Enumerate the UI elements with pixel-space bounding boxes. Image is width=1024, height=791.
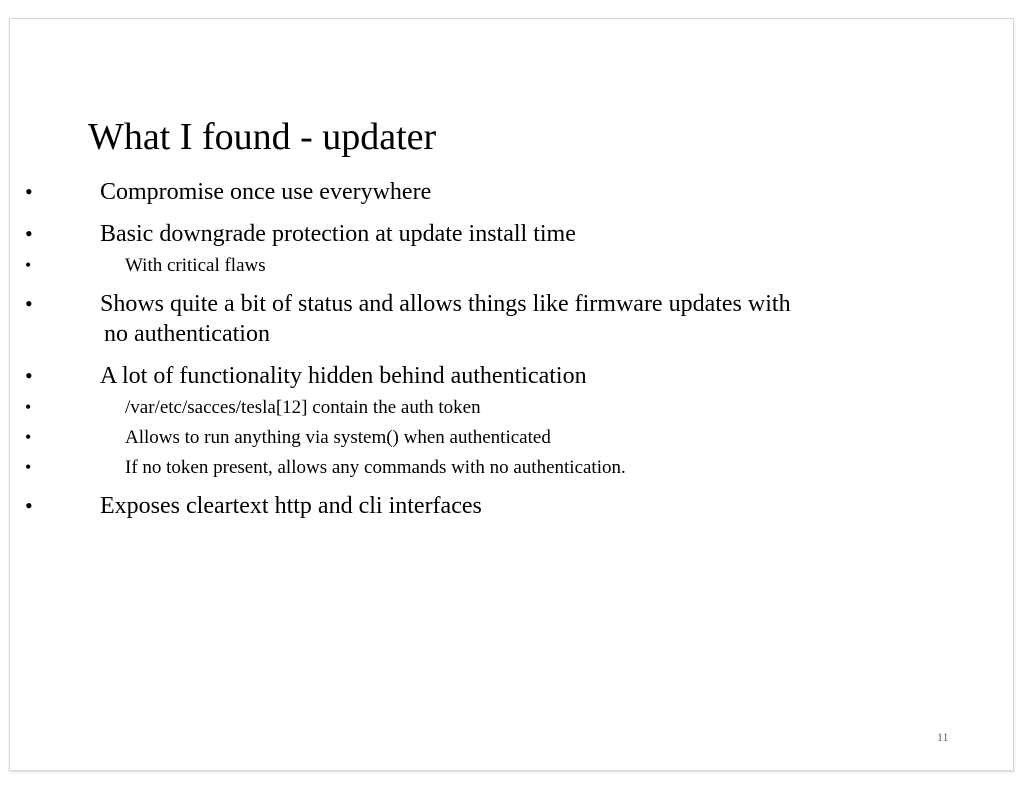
slide-title: What I found - updater <box>88 116 437 158</box>
bullet-dot: • <box>25 457 32 477</box>
bullet-text-continuation: no authentication <box>104 321 270 347</box>
bullet-text: /var/etc/sacces/tesla[12] contain the auth token <box>125 397 481 418</box>
bullet-text: Exposes cleartext http and cli interfaces <box>100 493 482 519</box>
bullet-dot: • <box>25 493 33 518</box>
bullet-dot: • <box>25 363 33 388</box>
bullet-text: A lot of functionality hidden behind authentication <box>100 363 587 389</box>
bullet-dot: • <box>25 221 33 246</box>
bullet-text: Allows to run anything via system() when authenticated <box>125 427 551 448</box>
page-number: 11 <box>937 730 949 744</box>
bullet-text: Compromise once use everywhere <box>100 179 432 205</box>
bullet-text: Basic downgrade protection at update install time <box>100 221 576 247</box>
bullet-dot: • <box>25 255 32 275</box>
bullet-dot: • <box>25 427 32 447</box>
bullet-text: If no token present, allows any commands with no authentication. <box>125 457 626 478</box>
bullet-text <box>100 289 950 349</box>
bullet-text-line: Shows quite a bit of status and allows things like firmware updates with <box>100 291 791 317</box>
bullet-dot: • <box>25 397 32 417</box>
bullet-dot: • <box>25 179 33 204</box>
bullet-dot: • <box>25 291 33 316</box>
bullet-text: With critical flaws <box>125 255 266 276</box>
